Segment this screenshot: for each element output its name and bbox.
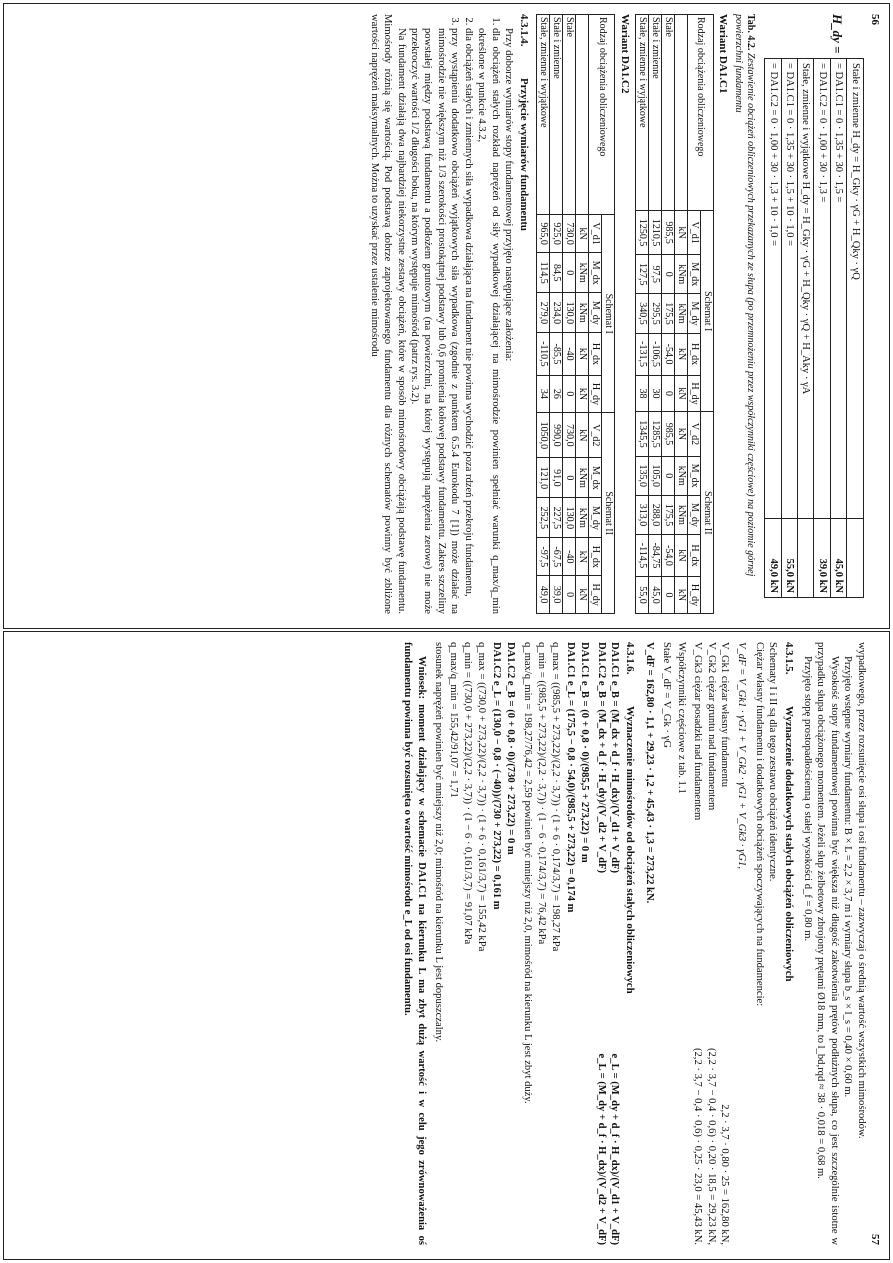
body-paragraph: Schematy I i II są dla tego zestawu obciążeń identyczne. bbox=[767, 642, 779, 882]
table-cell: 0 bbox=[563, 375, 576, 413]
table-cell: 0 bbox=[661, 456, 674, 495]
table-cell: 1285,5 bbox=[648, 412, 661, 456]
table-cell: 55,0 bbox=[635, 576, 648, 613]
table-cell: 295,5 bbox=[648, 294, 661, 333]
column-header: V_d1 bbox=[589, 215, 602, 253]
page-57-frame bbox=[3, 631, 890, 1260]
section-heading: 4.3.1.4.Przyjęcie wymiarów fundamentu bbox=[518, 14, 531, 231]
table-cell: 730,0 bbox=[563, 413, 576, 458]
table-cell: 26 bbox=[550, 375, 563, 413]
column-header: M_dx bbox=[589, 253, 602, 293]
row-label: Stałe bbox=[563, 15, 576, 215]
column-header: H_dy bbox=[687, 375, 700, 412]
unit-cell: kN bbox=[674, 211, 687, 255]
unit-cell: kNm bbox=[674, 294, 687, 333]
equation: DA1.C1 e_B = (0 + 0,8 · 0)/(985,5 + 273,22) = 0 m bbox=[579, 642, 591, 863]
equation: q_max = ((730,0 + 273,22)/(2,2 · 3,7)) · (1 + 6 · 0,161/3,7) = 155,42 kPa bbox=[476, 642, 488, 952]
formula-row: Stałe i zmienne H_dy = H_Gky · γG + H_Qky · γQ bbox=[847, 59, 863, 598]
formula-block bbox=[764, 14, 863, 614]
unit-cell: kN bbox=[576, 576, 589, 614]
column-header: M_dx bbox=[589, 458, 602, 498]
table-cell: 985,5 bbox=[661, 211, 674, 255]
row-label: Stałe bbox=[661, 15, 674, 211]
column-header: H_dy bbox=[589, 375, 602, 413]
unit-cell: kNm bbox=[576, 458, 589, 498]
unit-cell: kN bbox=[576, 333, 589, 375]
load-row: V_Gk1 ciężar własny fundamentu 2,2 · 3,7 · 0,80 · 25 = 162,80 kN, bbox=[718, 642, 730, 1245]
section-heading: 4.3.1.6.Wyznaczenie mimośrodów od obciążeń stałych obliczeniowych bbox=[624, 642, 637, 994]
table-row bbox=[648, 15, 661, 614]
equation: Stałe V_dF = V_Gk · γG bbox=[661, 642, 673, 748]
load-row: V_Gk3 ciężar posadzki nad fundamentem (2,2 · 3,7 − 0,4 · 0,6) · 0,25 · 23,0 = 45,43 kN. bbox=[692, 642, 704, 1245]
equation: DA1.C2 e_L = (130,0 − 0,8 · (−40))/(730 + 273,22) = 0,161 m bbox=[490, 642, 502, 910]
column-header: H_dx bbox=[687, 333, 700, 375]
table-cell: -54,0 bbox=[661, 535, 674, 577]
table-cell: 135,0 bbox=[635, 456, 648, 495]
table-row bbox=[661, 15, 674, 614]
unit-cell: kNm bbox=[576, 498, 589, 538]
column-header: V_d2 bbox=[687, 412, 700, 456]
list-item: 2. dla obciążeń stałych i zmiennych siła wypadkowa działająca na fundament nie powinna wychodzić poza rdzeń przekroju fundamentu, bbox=[461, 28, 474, 614]
table-cell: -131,5 bbox=[635, 333, 648, 375]
body-paragraph: Przyjęto wstępne wymiary fundamentu: B × L = 2,2 × 3,7 m i wymiary słupa b_s × l_s = 0,40 × 0,60 m. bbox=[842, 656, 854, 1098]
table-cell: -67,5 bbox=[550, 538, 563, 576]
row-label: Stałe, zmienne i wyjątkowe bbox=[635, 15, 648, 211]
table-cell: 925,0 bbox=[550, 215, 563, 253]
list-item: 3. przy wystąpieniu dodatkowo obciążeń wyjątkowych siła wypadkowa (zgodnie z punktem 6.5.4 Eurokodu 7 [1]) może działać na mimośrodzie nie większym niż 1/3 szerokości prostokątnej podstawy lub 0,6 promienia kołowej podstawy fundamentu. Zakres szczeliny powstałej między podstawą fundamentu a podłożem gruntowym (na powierzchni, na której występują naprężenia zerowe) nie może przekroczyć wartości 1/2 długości boku, na którym występuje mimośród (patrz rys. 3.2). bbox=[408, 28, 462, 614]
table-cell: 1250,5 bbox=[635, 211, 648, 255]
table-cell: 121,0 bbox=[537, 458, 550, 498]
table-cell: -106,5 bbox=[648, 333, 661, 375]
equation: DA1.C1 e_B = (M_dx + d_f · H_dx)/(V_d1 + V_dF) e_L = (M_dy + d_f · H_dx)/(V_d1 + V_dF) bbox=[609, 642, 621, 1245]
variant-1-table: Rodzaj obciążenia obliczeniowego Schemat I Schemat II V_d1 M_dx M_dy H_dx H_dy V_d2 M_dx M_dy H_dx H_dy kN kNm kNm kN kN kN kNm kNm kN kN Stałe 985,5 0 175,5 -54,0 0 985,5 0 175,5 -54,0 0 Stałe i zmienne 1210,5 97,5 295,5 -106,5 30 1285,5 105,0 288,0 -84,75 45,0 Stałe, zmienne i wyjątkowe 1250,5 127,5 340,5 -131,5 38 1345,5 135,0 313,0 -114,5 55,0 bbox=[635, 14, 714, 614]
column-header: M_dy bbox=[589, 293, 602, 333]
variant-2-table: Rodzaj obciążenia obliczeniowego Schemat I Schemat II V_d1 M_dx M_dy H_dx H_dy V_d2 M_dx M_dy H_dx H_dy kN kNm kNm kN kN kN kNm kNm kN kN Stałe 730,0 0 130,0 -40 0 730,0 0 130,0 -40 0 Stałe i zmienne 925,0 84,5 234,0 -85,5 26 990,0 91,0 227,5 -67,5 39,0 Stałe, zmienne i wyjątkowe 965,0 114,5 279,0 -110,5 34 1050,0 121,0 252,5 -97,5 49,0 bbox=[536, 14, 615, 614]
column-header: H_dx bbox=[589, 333, 602, 375]
row-label: Stałe i zmienne bbox=[550, 15, 563, 215]
table-cell: 175,5 bbox=[661, 294, 674, 333]
body-paragraph: Ciężar własny fundamentu i dodatkowych obciążeń spoczywających na fundamencie: bbox=[753, 642, 765, 1007]
table-cell: 0 bbox=[661, 576, 674, 613]
table-cell: 130,0 bbox=[563, 293, 576, 333]
table-row bbox=[537, 15, 550, 614]
unit-cell: kNm bbox=[576, 253, 589, 293]
table-cell: 313,0 bbox=[635, 495, 648, 534]
formula-row: Stałe, zmienne i wyjątkowe H_dy = H_Gky · γG + H_Qky · γQ + H_Aky · γA bbox=[797, 59, 813, 598]
unit-cell: kNm bbox=[674, 495, 687, 534]
body-paragraph: Na fundament działają dwa najbardziej niekorzystne zestawy obciążeń, które w sposób mimośrodowy obciążają podstawę fundamentu. Mimośrody różnią się wartością. Pod podstawą dobrze zaprojektowanego fundamentu dla różnych schematów powinny być zbliżone wartości naprężeń maksymalnych. Można to uzyskać przez ustalenie mimośrodu bbox=[368, 14, 407, 614]
equation: DA1.C2 e_B = (0 + 0,8 · 0)/(730 + 273,22) = 0 m bbox=[505, 642, 517, 855]
equation: DA1.C2 e_B = (M_dx + d_f · H_dy)/(V_d2 + V_dF) e_L = (M_dy + d_f · H_dx)/(V_d2 + V_dF) bbox=[595, 642, 607, 1245]
unit-cell: kN bbox=[674, 576, 687, 613]
equation: q_max = ((985,5 + 273,22)/(2,2 · 3,7)) · (1 + 6 · 0,174/3,7) = 198,27 kPa bbox=[550, 642, 562, 952]
unit-cell: kN bbox=[674, 412, 687, 456]
unit-cell: kN bbox=[576, 375, 589, 413]
table-cell: 97,5 bbox=[648, 255, 661, 294]
unit-cell: kN bbox=[576, 215, 589, 253]
page-number: 57 bbox=[869, 1234, 881, 1245]
equation: q_min = ((985,5 + 273,22)/(2,2 · 3,7)) · (1 − 6 · 0,174/3,7) = 76,42 kPa bbox=[536, 642, 548, 945]
column-header: M_dy bbox=[589, 498, 602, 538]
table-cell: 91,0 bbox=[550, 458, 563, 498]
unit-cell: kN bbox=[576, 413, 589, 458]
table-cell: 340,5 bbox=[635, 294, 648, 333]
variant-2-title: Wariant DA1.C2 bbox=[618, 14, 631, 94]
table-cell: 84,5 bbox=[550, 253, 563, 293]
table-cell: 1210,5 bbox=[648, 211, 661, 255]
column-header: V_d2 bbox=[589, 413, 602, 458]
column-header: M_dy bbox=[687, 294, 700, 333]
table-cell: 34 bbox=[537, 375, 550, 413]
assumption-list bbox=[408, 14, 502, 614]
table-row bbox=[563, 15, 576, 614]
page-57 bbox=[4, 632, 883, 1255]
column-header: H_dy bbox=[687, 576, 700, 613]
page-number: 56 bbox=[869, 14, 881, 25]
column-header: H_dy bbox=[589, 576, 602, 614]
table-cell: 39,0 bbox=[550, 576, 563, 614]
formula-symbol: H_dy = bbox=[829, 14, 845, 54]
table-cell: 45,0 bbox=[648, 576, 661, 613]
table-cell: 985,5 bbox=[661, 412, 674, 456]
row-label: Stałe, zmienne i wyjątkowe bbox=[537, 15, 550, 215]
formula-row: = DA1.C1 = 0 · 1,35 + 30 · 1,5 + 10 · 1,0 = 55,0 kN bbox=[781, 59, 797, 598]
equation: q_max/q_min = 155,42/91,07 = 1,71 bbox=[447, 642, 459, 798]
table-cell: 252,5 bbox=[537, 498, 550, 538]
unit-cell: kNm bbox=[674, 456, 687, 495]
table-cell: 1345,5 bbox=[635, 412, 648, 456]
table-cell: 0 bbox=[563, 253, 576, 293]
table-cell: 0 bbox=[661, 255, 674, 294]
formula-row: = DA1.C2 = 0 · 1,00 + 30 · 1,3 = 39,0 kN bbox=[814, 59, 830, 598]
table-cell: -114,5 bbox=[635, 535, 648, 577]
table-cell: 227,5 bbox=[550, 498, 563, 538]
body-paragraph: wypadkowego, przez rozsunięcie osi słupa i osi fundamentu – zazwyczaj o średnią wartość wszystkich mimośrodów. bbox=[855, 642, 867, 1139]
row-label: Stałe i zmienne bbox=[648, 15, 661, 211]
equation: q_min = ((730,0 + 273,22)/(2,2 · 3,7)) · (1 − 6 · 0,161/3,7) = 91,07 kPa bbox=[462, 642, 474, 945]
equation: stosunek naprężeń powinien być mniejszy niż 2,0; mimośród na kierunku L jest dopuszczalny. bbox=[433, 642, 445, 1043]
table-cell: 114,5 bbox=[537, 253, 550, 293]
column-header: M_dx bbox=[687, 255, 700, 294]
section-intro: Przy doborze wymiarów stopy fundamentowej przyjęto następujące założenia: bbox=[502, 28, 514, 362]
table-cell: 0 bbox=[563, 458, 576, 498]
column-header: V_d1 bbox=[687, 211, 700, 255]
formula-row: = DA1.C1 = 0 · 1,35 + 30 · 1,5 = 45,0 kN bbox=[830, 59, 846, 598]
equation: V_dF = V_Gk1 · γG1 + V_Gk2 · γG1 + V_Gk3 · γG1, bbox=[736, 642, 748, 869]
variant-1-title: Wariant DA1.C1 bbox=[717, 14, 730, 94]
body-paragraph: Wysokość stopy fundamentowej powinna być większa niż długość zakotwienia prętów podłużnych słupa, co jest szczególnie istotne w przypadku słupa obciążonego momentem. Jeżeli słup żelbetowy zbrojony prętami Ø18 mm, to l_bd,rqd ≈ 38 · 0,018 = 0,68 m. bbox=[815, 642, 840, 1245]
unit-cell: kN bbox=[674, 535, 687, 577]
column-header: M_dy bbox=[687, 495, 700, 534]
table-cell: -85,5 bbox=[550, 333, 563, 375]
table-row bbox=[550, 15, 563, 614]
equation: DA1.C1 e_L = (175,5 − 0,8 · 54,0)/(985,5 + 273,22) = 0,174 m bbox=[564, 642, 576, 913]
unit-cell: kN bbox=[576, 538, 589, 576]
table-cell: 990,0 bbox=[550, 413, 563, 458]
unit-cell: kNm bbox=[576, 293, 589, 333]
equation-result: V_dF = 162,80 · 1,1 + 29,23 · 1,2 + 45,43 · 1,3 = 273,22 kN. bbox=[643, 642, 655, 904]
formula-box bbox=[764, 58, 863, 598]
column-header: H_dx bbox=[687, 535, 700, 577]
table-cell: 49,0 bbox=[537, 576, 550, 614]
table-cell: 288,0 bbox=[648, 495, 661, 534]
table-cell: 0 bbox=[563, 576, 576, 614]
table-row bbox=[635, 15, 648, 614]
table-cell: -110,5 bbox=[537, 333, 550, 375]
table-cell: -84,75 bbox=[648, 535, 661, 577]
formula-row: = DA1.C2 = 0 · 1,00 + 30 · 1,3 + 10 · 1,0 = 49,0 kN bbox=[765, 59, 781, 598]
table-cell: 127,5 bbox=[635, 255, 648, 294]
unit-cell: kN bbox=[674, 375, 687, 412]
column-header: M_dx bbox=[687, 456, 700, 495]
table-caption: Tab. 4.2. Zestawienie obciążeń obliczeniowych przekazanych ze słupa (po przemnożeniu przez współczynniki częściowe) na poziomie górnej powierzchni fundamentu bbox=[733, 14, 757, 577]
page-56 bbox=[4, 4, 883, 624]
equation: q_max/q_min = 198,27/76,42 = 2,59 powinien być mniejszy niż 2,0, mimośród na kierunku L jest zbyt duży. bbox=[521, 642, 533, 1104]
unit-cell: kN bbox=[674, 333, 687, 375]
list-item: 1. dla obciążeń stałych rozkład naprężeń od siły wypadkowej działającej na mimośrodzie powinien spełniać warunki q_max/q_min określone w punkcie 4.3.2, bbox=[475, 28, 502, 614]
section-heading: 4.3.1.5.Wyznaczenie dodatkowych stałych obciążeń obliczeniowych bbox=[782, 642, 795, 982]
body-paragraph: Przyjęto stopę prostopadłościenną o stałej wysokości d_f = 0,80 m. bbox=[801, 656, 813, 942]
body-paragraph: Współczynniki częściowe z tab. 1.1 bbox=[675, 642, 687, 794]
page-56-frame bbox=[3, 3, 890, 629]
load-row: V_Gk2 ciężar gruntu nad fundamentem (2,2 · 3,7 − 0,4 · 0,6) · 0,20 · 18,5 = 29,23 kN, bbox=[705, 642, 717, 1245]
table-cell: 279,0 bbox=[537, 293, 550, 333]
table-cell: 130,0 bbox=[563, 498, 576, 538]
table-cell: 105,0 bbox=[648, 456, 661, 495]
table-cell: 38 bbox=[635, 375, 648, 412]
column-header: H_dx bbox=[589, 538, 602, 576]
table-cell: -97,5 bbox=[537, 538, 550, 576]
conclusion: Wniosek: moment działający w schemacie DA1.C1 na kierunku L ma zbyt dużą wartość i w celu jego zrównoważenia oś fundamentu powinna być rozsunięta o wartość mimośrodu e_L od osi fundamentu. bbox=[402, 642, 427, 1245]
table-cell: -40 bbox=[563, 333, 576, 375]
table-cell: 965,0 bbox=[537, 215, 550, 253]
table-cell: 0 bbox=[661, 375, 674, 412]
table-cell: 1050,0 bbox=[537, 413, 550, 458]
table-cell: -54,0 bbox=[661, 333, 674, 375]
table-cell: 30 bbox=[648, 375, 661, 412]
table-cell: -40 bbox=[563, 538, 576, 576]
table-cell: 175,5 bbox=[661, 495, 674, 534]
table-cell: 234,0 bbox=[550, 293, 563, 333]
table-cell: 730,0 bbox=[563, 215, 576, 253]
unit-cell: kNm bbox=[674, 255, 687, 294]
